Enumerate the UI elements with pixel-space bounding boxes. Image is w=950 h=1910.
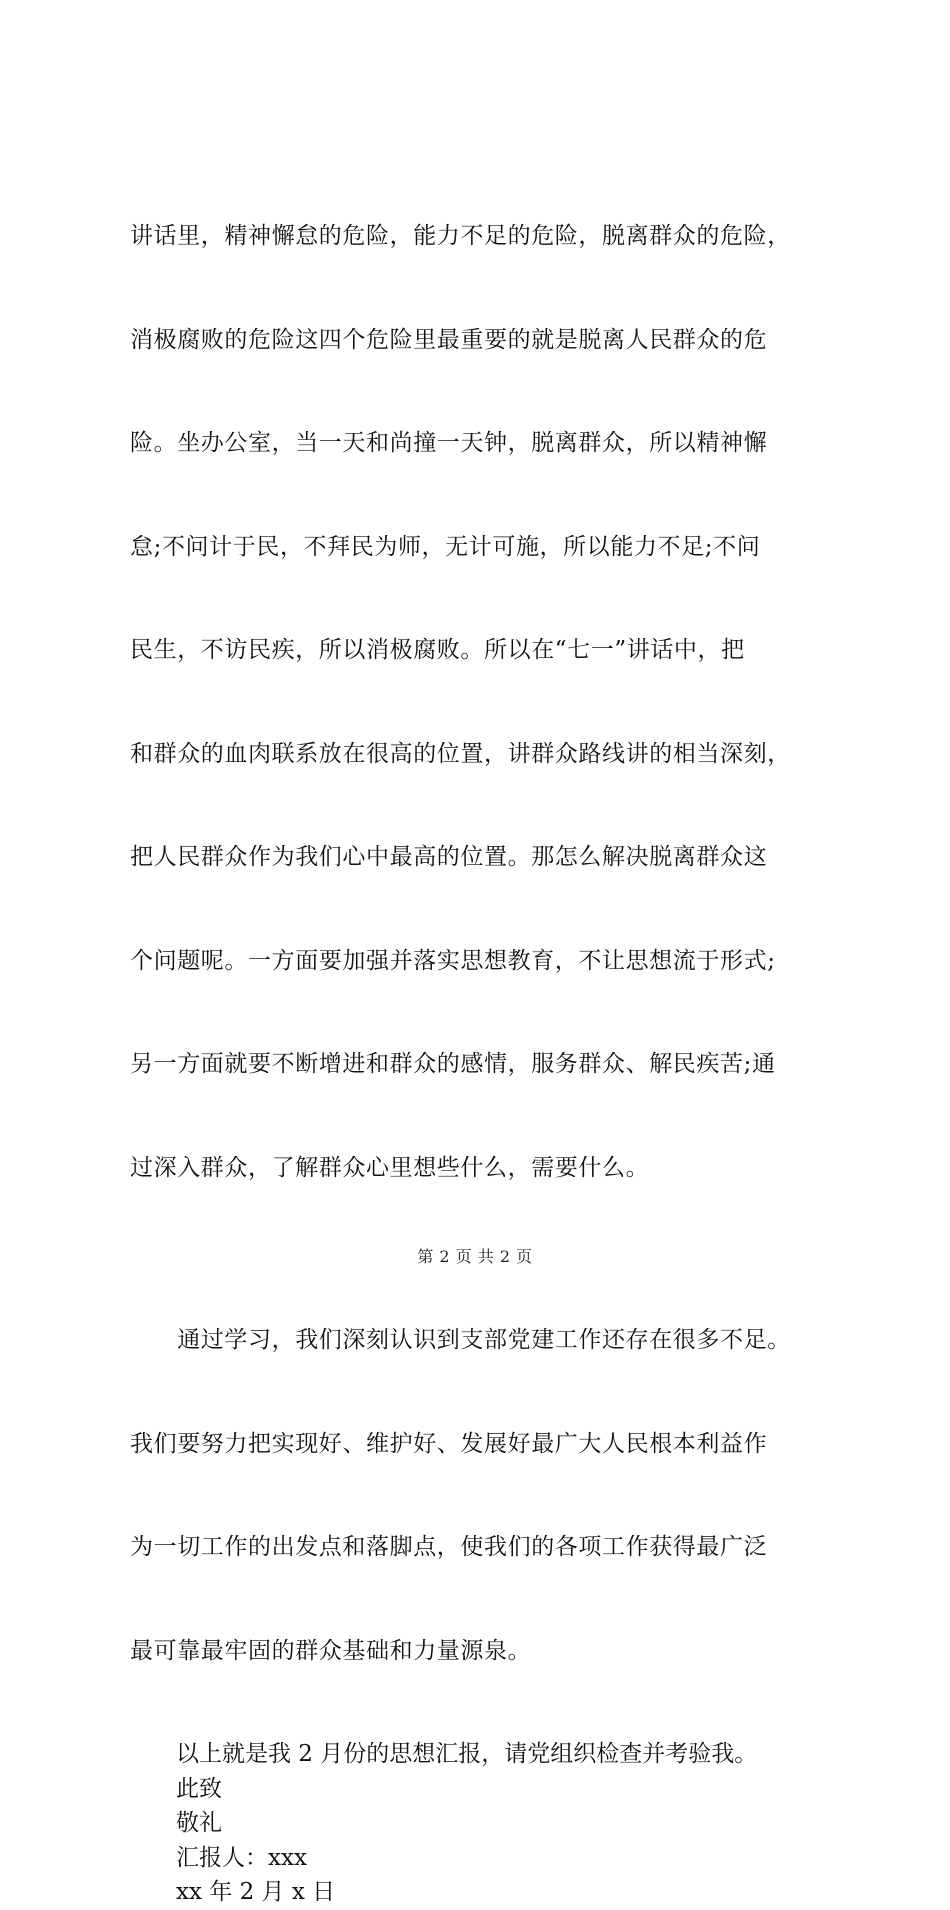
paragraph-1-line: 民生，不访民疾，所以消极腐败。所以在“七一”讲话中，把 (130, 637, 745, 663)
paragraph-2-line: 我们要努力把实现好、维护好、发展好最广大人民根本利益作 (130, 1430, 768, 1457)
salutation-1: 此致 (176, 1775, 222, 1802)
reporter-signature: 汇报人：xxx (176, 1844, 307, 1871)
page-number-footer: 第 2 页 共 2 页 (417, 1247, 533, 1266)
paragraph-1-line: 和群众的血肉联系放在很高的位置，讲群众路线讲的相当深刻， (130, 740, 791, 767)
paragraph-1 (130, 150, 830, 1254)
paragraph-1-line: 个问题呢。一方面要加强并落实思想教育，不让思想流于形式; (130, 947, 776, 974)
paragraph-2-line: 为一切工作的出发点和落脚点，使我们的各项工作获得最广泛 (130, 1534, 768, 1560)
paragraph-2 (130, 1254, 830, 1737)
document-body (130, 150, 830, 1910)
paragraph-1-line: 把人民群众作为我们心中最高的位置。那怎么解决脱离群众这 (130, 844, 768, 870)
paragraph-1-line: 另一方面就要不断增进和群众的感情，服务群众、解民疾苦;通 (130, 1051, 776, 1077)
paragraph-1-line: 险。坐办公室，当一天和尚撞一天钟，脱离群众，所以精神懈 (130, 430, 768, 456)
paragraph-2-line: 最可靠最牢固的群众基础和力量源泉。 (130, 1637, 532, 1664)
paragraph-1-line: 过深入群众，了解群众心里想些什么，需要什么。 (130, 1154, 650, 1181)
report-date: xx 年 2 月 x 日 (176, 1879, 336, 1905)
paragraph-2-line: 通过学习，我们深刻认识到支部党建工作还存在很多不足。 (130, 1327, 791, 1353)
paragraph-3: 以上就是我 2 月份的思想汇报，请党组织检查并考验我。 (176, 1741, 758, 1767)
paragraph-1-line: 讲话里，精神懈怠的危险，能力不足的危险，脱离群众的危险， (130, 223, 791, 249)
paragraph-1-line: 怠;不问计于民，不拜民为师，无计可施，所以能力不足;不问 (130, 533, 761, 560)
salutation-2: 敬礼 (176, 1810, 222, 1836)
paragraph-1-line: 消极腐败的危险这四个危险里最重要的就是脱离人民群众的危 (130, 326, 768, 353)
